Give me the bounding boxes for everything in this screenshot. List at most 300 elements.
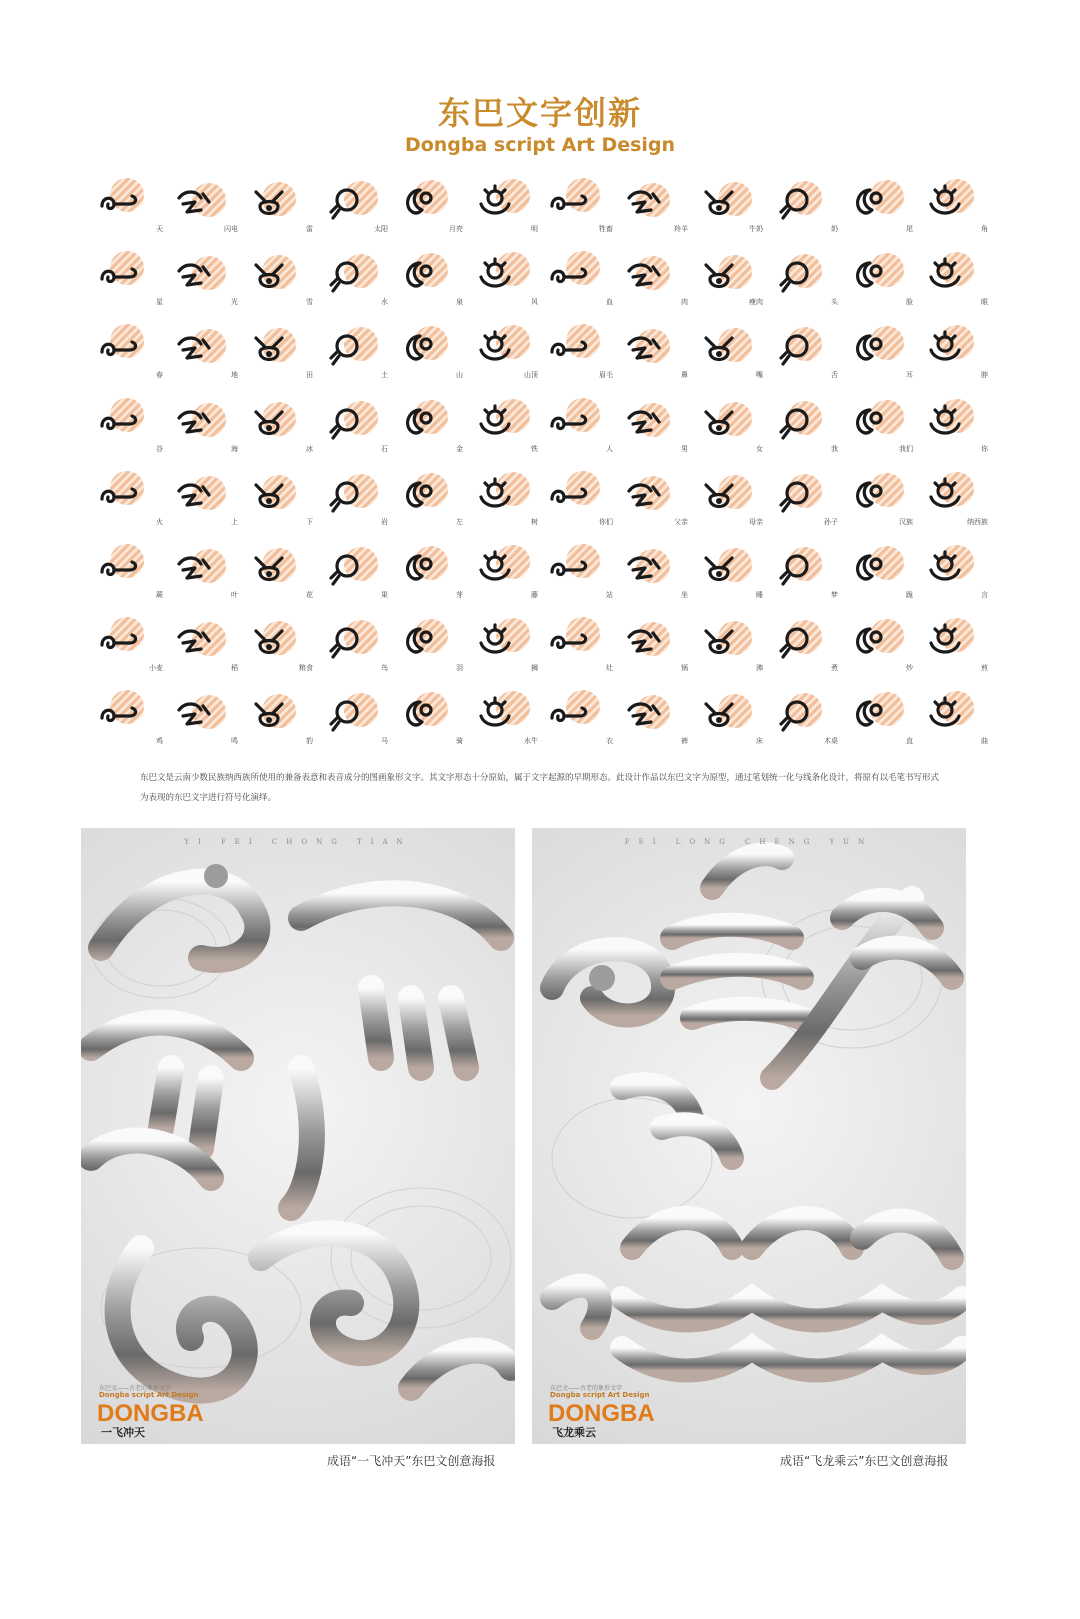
glyph-label: 谷 <box>156 444 163 453</box>
glyph-cell-spring <box>392 251 467 324</box>
glyph-cell-feather <box>392 617 467 690</box>
glyph-cell-horse <box>317 690 392 763</box>
horse-icon <box>321 694 367 736</box>
straight-icon <box>846 694 892 736</box>
ear-icon <box>846 328 892 370</box>
glyph-cell-cook <box>767 617 842 690</box>
glyph-cell-stars <box>92 251 167 324</box>
glyph-cell-cloud-swirl <box>92 178 167 251</box>
glyph-cell-lean-meat <box>692 251 767 324</box>
description-text: 东巴文是云南少数民族纳西族所使用的兼备表意和表音成分的图画象形文字。其文字形态十分原始，属于文字起源的早期形态。此设计作品以东巴文字为原型，通过笔划统一化与线条化设计，将原有以毛笔书写形式为表现的东巴文字进行符号化演绎。 <box>140 773 940 803</box>
leopard-icon <box>246 694 292 736</box>
buffalo-icon <box>471 694 517 736</box>
woman-icon <box>696 402 742 444</box>
glyph-cell-lion <box>467 617 542 690</box>
glyph-cell-rock <box>317 471 392 544</box>
glyph-label: 奶 <box>831 225 838 233</box>
glyph-cell-bed <box>692 690 767 763</box>
glyph-cell-crow <box>167 690 242 763</box>
blood-icon <box>546 255 592 297</box>
glyph-cell-flower <box>242 544 317 617</box>
curved-icon <box>921 694 967 736</box>
glyph-label: 冰 <box>306 444 313 453</box>
glyph-cell-speak <box>917 544 992 617</box>
man-icon <box>621 402 667 444</box>
glyph-cell-sea <box>167 398 242 471</box>
thunder-icon <box>246 182 292 224</box>
glyph-label: 星 <box>156 298 163 307</box>
vine-icon <box>471 548 517 590</box>
glyph-cell-sit <box>617 544 692 617</box>
glyph-cell-neck <box>917 324 992 397</box>
gold-icon <box>396 402 442 444</box>
glyph-label: 泉 <box>456 298 463 307</box>
glyph-cell-grandson <box>767 471 842 544</box>
stone-icon <box>321 402 367 444</box>
lightning-icon <box>171 182 217 224</box>
flower-icon <box>246 548 292 590</box>
glyph-cell-table <box>767 690 842 763</box>
glyph-label: 坐 <box>681 590 688 599</box>
glyph-label: 孙子 <box>824 517 838 526</box>
page-title-cn: 东巴文字创新 <box>437 94 642 132</box>
glyph-label: 血 <box>606 298 613 307</box>
glyph-label: 舌 <box>831 371 838 380</box>
glyph-cell-valley <box>92 398 167 471</box>
glyph-label: 左 <box>456 517 463 526</box>
poster-artwork-bird <box>81 828 515 1444</box>
glyph-cell-buffalo <box>467 690 542 763</box>
glyph-label: 眉毛 <box>599 371 613 380</box>
glyph-label: 男 <box>681 444 688 453</box>
poster-artwork-dragon <box>532 828 966 1444</box>
glyph-label: 羽 <box>456 664 463 673</box>
tail-icon <box>846 182 892 224</box>
glyph-cell-man <box>617 398 692 471</box>
dream-icon <box>771 548 817 590</box>
glyph-label: 直 <box>906 737 913 746</box>
glyph-cell-stove <box>542 617 617 690</box>
fire-icon <box>96 475 142 517</box>
stand-icon <box>546 548 592 590</box>
wheat-icon <box>96 621 142 663</box>
glyph-cell-vine <box>467 544 542 617</box>
glyph-label: 水 <box>381 298 388 307</box>
glyph-label: 山顶 <box>524 371 538 380</box>
glyph-label: 脸 <box>906 298 913 307</box>
glyph-label: 牛奶 <box>749 225 763 233</box>
glyph-label: 我 <box>831 444 838 453</box>
glyph-cell-soil <box>317 324 392 397</box>
glyph-cell-antelope <box>617 178 692 251</box>
glyph-label: 下 <box>306 517 313 526</box>
glyph-label: 风 <box>531 298 538 307</box>
glyph-cell-bird <box>317 617 392 690</box>
glyph-cell-sleep <box>692 544 767 617</box>
poster-idiom: 一飞冲天 <box>101 1426 145 1439</box>
glyph-grid <box>92 178 992 764</box>
glyph-label: 骑 <box>456 737 463 746</box>
glyph-label: 裤 <box>681 737 688 746</box>
glyph-label: 光 <box>231 298 238 307</box>
glyph-label: 衣 <box>606 737 613 746</box>
glyph-label: 父亲 <box>674 517 688 526</box>
glyph-cell-tree <box>467 471 542 544</box>
bright-icon <box>471 182 517 224</box>
glyph-label: 睡 <box>756 590 763 599</box>
glyph-cell-livestock <box>542 178 617 251</box>
left-icon <box>396 475 442 517</box>
poster-brand: DONGBA <box>548 1400 655 1427</box>
glyph-label: 稻 <box>231 664 238 673</box>
glyph-cell-wheat <box>92 617 167 690</box>
glyph-cell-mouth <box>692 324 767 397</box>
glyph-cell-up <box>167 471 242 544</box>
up-icon <box>171 475 217 517</box>
glyph-label: 女 <box>756 444 763 453</box>
glyph-label: 梦 <box>831 590 838 599</box>
iron-icon <box>471 402 517 444</box>
glyph-label: 角 <box>981 225 988 233</box>
mountain-icon <box>396 328 442 370</box>
poster-caption-right: 成语“飞龙乘云”东巴文创意海报 <box>780 1454 949 1468</box>
glyph-label: 豹 <box>306 737 313 746</box>
glyph-cell-us <box>842 398 917 471</box>
glyph-cell-milk <box>692 178 767 251</box>
glyph-label: 鸣 <box>231 737 238 746</box>
glyph-cell-fire <box>92 471 167 544</box>
poster-caption-left: 成语“一飞冲天”东巴文创意海报 <box>327 1454 496 1468</box>
glyph-label: 曲 <box>981 737 988 746</box>
sun-icon <box>321 182 367 224</box>
glyph-label: 牲畜 <box>599 225 613 233</box>
glyph-label: 锅 <box>681 664 688 673</box>
glyph-cell-kneel <box>842 544 917 617</box>
glyph-cell-tongue <box>767 324 842 397</box>
glyph-cell-clothes <box>542 690 617 763</box>
glyph-label: 马 <box>381 737 388 746</box>
us-icon <box>846 402 892 444</box>
glyph-cell-down <box>242 471 317 544</box>
nose-icon <box>621 328 667 370</box>
fruit-icon <box>321 548 367 590</box>
glyph-label: 煎 <box>981 664 988 673</box>
glyph-cell-fry <box>842 617 917 690</box>
grandson-icon <box>771 475 817 517</box>
glyph-cell-han <box>842 471 917 544</box>
glyph-cell-ear <box>842 324 917 397</box>
down-icon <box>246 475 292 517</box>
glyph-label: 藤 <box>531 590 538 599</box>
glyph-cell-boil <box>692 617 767 690</box>
glyph-cell-fruit <box>317 544 392 617</box>
table-icon <box>771 694 817 736</box>
glyph-cell-straight <box>842 690 917 763</box>
glyph-cell-ride <box>392 690 467 763</box>
glyph-label: 芽 <box>456 590 463 599</box>
naxi-icon <box>921 475 967 517</box>
glyph-cell-iron <box>467 398 542 471</box>
breast-icon <box>771 182 817 224</box>
bed-icon <box>696 694 742 736</box>
poster-fei-long-cheng-yun <box>532 828 966 1444</box>
head-icon <box>771 255 817 297</box>
cloud-swirl-icon <box>96 182 142 224</box>
poster-en-title: Dongba script Art Design <box>99 1391 199 1399</box>
bird-icon <box>321 621 367 663</box>
glyph-cell-breast <box>767 178 842 251</box>
glyph-label: 沸 <box>756 664 763 673</box>
glyph-label: 铁 <box>531 444 538 453</box>
glyph-cell-dream <box>767 544 842 617</box>
meat-icon <box>621 255 667 297</box>
glyph-cell-fern <box>92 544 167 617</box>
glyph-cell-peak <box>467 324 542 397</box>
glyph-cell-ice <box>242 398 317 471</box>
trousers-icon <box>621 694 667 736</box>
glyph-cell-stone <box>317 398 392 471</box>
stove-icon <box>546 621 592 663</box>
glyph-label: 花 <box>306 590 313 599</box>
pot-icon <box>621 621 667 663</box>
glyph-cell-me <box>767 398 842 471</box>
light-icon <box>171 255 217 297</box>
glyph-cell-stand <box>542 544 617 617</box>
person-icon <box>546 402 592 444</box>
glyph-cell-mountain <box>392 324 467 397</box>
glyph-label: 土 <box>381 371 388 380</box>
glyph-cell-tail <box>842 178 917 251</box>
glyph-cell-leaf <box>167 544 242 617</box>
horn-icon <box>921 182 967 224</box>
glyph-label: 言 <box>981 590 988 599</box>
glyph-cell-field <box>242 324 317 397</box>
glyph-label: 粮食 <box>299 664 313 673</box>
sea-icon <box>171 402 217 444</box>
glyph-cell-head <box>767 251 842 324</box>
glyph-cell-naxi <box>917 471 992 544</box>
poster-top-text: YI FEI CHONG TIAN <box>184 838 412 846</box>
leaf-icon <box>171 548 217 590</box>
glyph-label: 蕨 <box>156 590 163 599</box>
glyph-label: 鼻 <box>681 371 688 380</box>
glyph-cell-lightning <box>167 178 242 251</box>
cook-icon <box>771 621 817 663</box>
glyph-label: 春 <box>156 371 163 380</box>
fern-icon <box>96 548 142 590</box>
lean-meat-icon <box>696 255 742 297</box>
glyph-cell-light <box>167 251 242 324</box>
glyph-cell-wind <box>467 251 542 324</box>
glyph-label: 母亲 <box>749 517 763 526</box>
wind-icon <box>471 255 517 297</box>
glyph-label: 鸡 <box>156 737 163 746</box>
father-icon <box>621 475 667 517</box>
glyph-label: 瘦肉 <box>749 298 763 307</box>
speak-icon <box>921 548 967 590</box>
grain-icon <box>246 621 292 663</box>
poster-en-title: Dongba script Art Design <box>550 1391 650 1399</box>
glyph-cell-person <box>542 398 617 471</box>
glyph-label: 你们 <box>599 517 613 526</box>
glyph-label: 天 <box>156 225 163 233</box>
glyph-cell-earth <box>167 324 242 397</box>
tree-icon <box>471 475 517 517</box>
antelope-icon <box>621 182 667 224</box>
tongue-icon <box>771 328 817 370</box>
glyph-cell-sun <box>317 178 392 251</box>
fry-icon <box>846 621 892 663</box>
earth-icon <box>171 328 217 370</box>
spring-icon <box>396 255 442 297</box>
glyph-cell-you-plural <box>542 471 617 544</box>
glyph-label: 太阳 <box>374 225 388 233</box>
you-plural-icon <box>546 475 592 517</box>
glyph-label: 明 <box>531 225 538 233</box>
glyph-label: 站 <box>606 590 613 599</box>
glyph-label: 地 <box>231 371 238 380</box>
peak-icon <box>471 328 517 370</box>
poster-subtitle: 东巴文——古老的象形文字 <box>99 1385 172 1392</box>
glyph-cell-woman <box>692 398 767 471</box>
glyph-cell-eyebrow <box>542 324 617 397</box>
glyph-label: 海 <box>231 444 238 453</box>
glyph-cell-rice <box>167 617 242 690</box>
milk-icon <box>696 182 742 224</box>
glyph-cell-chicken <box>92 690 167 763</box>
glyph-label: 脖 <box>981 371 988 380</box>
glyph-label: 你 <box>981 444 988 453</box>
glyph-label: 狮 <box>531 664 538 673</box>
glyph-cell-eyes <box>917 251 992 324</box>
glyph-cell-face <box>842 251 917 324</box>
glyph-label: 眼 <box>981 298 988 307</box>
poster-yi-fei-chong-tian <box>81 828 515 1444</box>
mother-icon <box>696 475 742 517</box>
you-icon <box>921 402 967 444</box>
field-icon <box>246 328 292 370</box>
glyph-label: 水牛 <box>524 737 538 746</box>
valley-icon <box>96 402 142 444</box>
glyph-label: 雷 <box>306 225 313 233</box>
snow-icon <box>246 255 292 297</box>
glyph-label: 上 <box>231 517 238 526</box>
crow-icon <box>171 694 217 736</box>
glyph-label: 我们 <box>899 444 913 453</box>
glyph-label: 雪 <box>306 298 313 307</box>
glyph-label: 炒 <box>906 664 913 673</box>
han-icon <box>846 475 892 517</box>
face-icon <box>846 255 892 297</box>
kneel-icon <box>846 548 892 590</box>
glyph-cell-sprout <box>392 544 467 617</box>
glyph-cell-spring-season <box>92 324 167 397</box>
glyph-cell-grain <box>242 617 317 690</box>
glyph-label: 灶 <box>606 664 613 673</box>
glyph-label: 树 <box>531 517 538 526</box>
glyph-label: 纳西族 <box>967 517 988 526</box>
glyph-label: 石 <box>381 444 388 453</box>
clothes-icon <box>546 694 592 736</box>
glyph-cell-leopard <box>242 690 317 763</box>
glyph-label: 闪电 <box>224 225 238 233</box>
glyph-label: 火 <box>156 517 163 526</box>
glyph-cell-thunder <box>242 178 317 251</box>
glyph-label: 床 <box>756 737 763 746</box>
glyph-label: 汉族 <box>899 517 913 526</box>
eyebrow-icon <box>546 328 592 370</box>
glyph-label: 小麦 <box>149 664 163 673</box>
glyph-cell-meat <box>617 251 692 324</box>
glyph-label: 尾 <box>906 225 913 233</box>
glyph-label: 羚羊 <box>674 225 688 233</box>
glyph-label: 木桌 <box>824 737 838 746</box>
glyph-label: 田 <box>306 371 313 380</box>
glyph-label: 山 <box>456 371 463 380</box>
water-icon <box>321 255 367 297</box>
glyph-cell-trousers <box>617 690 692 763</box>
glyph-cell-gold <box>392 398 467 471</box>
glyph-label: 嘴 <box>756 371 763 380</box>
glyph-cell-bright <box>467 178 542 251</box>
glyph-cell-snow <box>242 251 317 324</box>
glyph-cell-pot <box>617 617 692 690</box>
spring-season-icon <box>96 328 142 370</box>
glyph-cell-mother <box>692 471 767 544</box>
glyph-label: 果 <box>381 590 388 599</box>
glyph-cell-blood <box>542 251 617 324</box>
moon-icon <box>396 182 442 224</box>
glyph-label: 金 <box>456 444 463 453</box>
sit-icon <box>621 548 667 590</box>
poster-top-text: FEI LONG CHENG YUN <box>624 838 874 846</box>
glyph-label: 岩 <box>381 517 388 526</box>
glyph-cell-nose <box>617 324 692 397</box>
ride-icon <box>396 694 442 736</box>
neck-icon <box>921 328 967 370</box>
glyph-label: 跪 <box>906 590 913 599</box>
glyph-cell-moon <box>392 178 467 251</box>
page-title-en: Dongba script Art Design <box>404 134 676 156</box>
glyph-cell-curved <box>917 690 992 763</box>
ice-icon <box>246 402 292 444</box>
poster-idiom: 飞龙乘云 <box>552 1426 596 1439</box>
glyph-label: 头 <box>831 298 838 307</box>
glyph-label: 月亮 <box>449 225 463 233</box>
poster-subtitle: 东巴文——古老的象形文字 <box>550 1385 623 1392</box>
eyes-icon <box>921 255 967 297</box>
rock-icon <box>321 475 367 517</box>
soil-icon <box>321 328 367 370</box>
boil-icon <box>696 621 742 663</box>
me-icon <box>771 402 817 444</box>
chicken-icon <box>96 694 142 736</box>
rice-icon <box>171 621 217 663</box>
mouth-icon <box>696 328 742 370</box>
glyph-cell-pan-fry <box>917 617 992 690</box>
glyph-cell-you <box>917 398 992 471</box>
glyph-label: 叶 <box>231 590 238 599</box>
sleep-icon <box>696 548 742 590</box>
stars-icon <box>96 255 142 297</box>
lion-icon <box>471 621 517 663</box>
sprout-icon <box>396 548 442 590</box>
glyph-cell-water <box>317 251 392 324</box>
pan-fry-icon <box>921 621 967 663</box>
glyph-label: 肉 <box>681 298 688 307</box>
feather-icon <box>396 621 442 663</box>
glyph-label: 煮 <box>831 664 838 673</box>
